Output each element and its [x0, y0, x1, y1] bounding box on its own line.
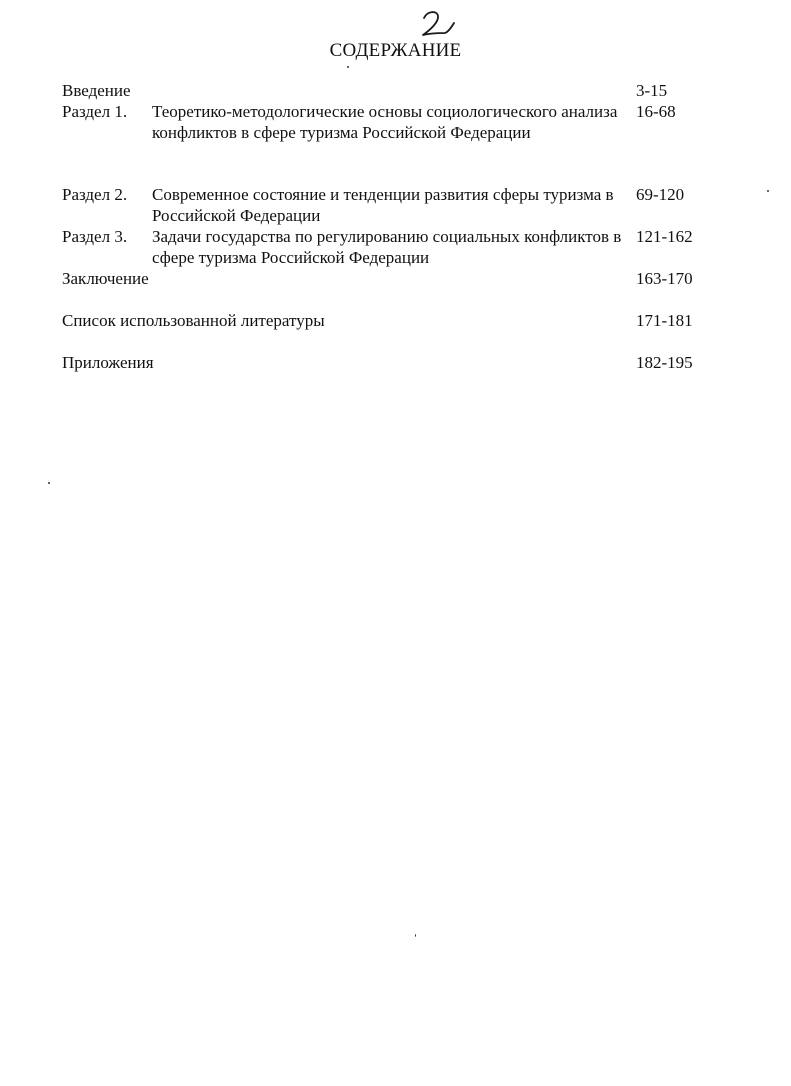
scan-speck	[415, 934, 416, 937]
toc-section-title: Задачи государства по регулированию социальных конфликтов в сфере туризма Российской Федерации	[152, 227, 622, 267]
toc-pages: 16-68	[636, 102, 676, 121]
scan-speck	[347, 66, 349, 68]
toc-label: Заключение	[62, 269, 149, 288]
toc-label: Список использованной литературы	[62, 311, 325, 330]
toc-pages: 69-120	[636, 185, 685, 204]
toc-pages: 3-15	[636, 81, 668, 100]
toc-pages: 182-195	[636, 353, 693, 372]
scan-speck	[767, 190, 769, 192]
toc-section-label: Раздел 3.	[62, 227, 128, 246]
toc-section-title: Современное состояние и тенденции развития сферы туризма в Российской Федерации	[152, 185, 614, 225]
handwritten-page-number-mark	[418, 6, 458, 40]
toc-pages: 163-170	[636, 269, 693, 288]
toc-pages: 121-162	[636, 227, 693, 246]
page-title: СОДЕРЖАНИЕ	[329, 40, 462, 61]
toc-label: Приложения	[62, 353, 154, 372]
toc-section-label: Раздел 2.	[62, 185, 128, 204]
scan-speck	[48, 482, 50, 484]
toc-section-label: Раздел 1.	[62, 102, 128, 121]
toc-label: Введение	[62, 81, 131, 100]
toc-pages: 171-181	[636, 311, 693, 330]
toc-section-title: Теоретико-методологические основы социологического анализа конфликтов в сфере туризма Российской Федерации	[152, 102, 618, 142]
handwritten-page-number	[418, 6, 458, 40]
